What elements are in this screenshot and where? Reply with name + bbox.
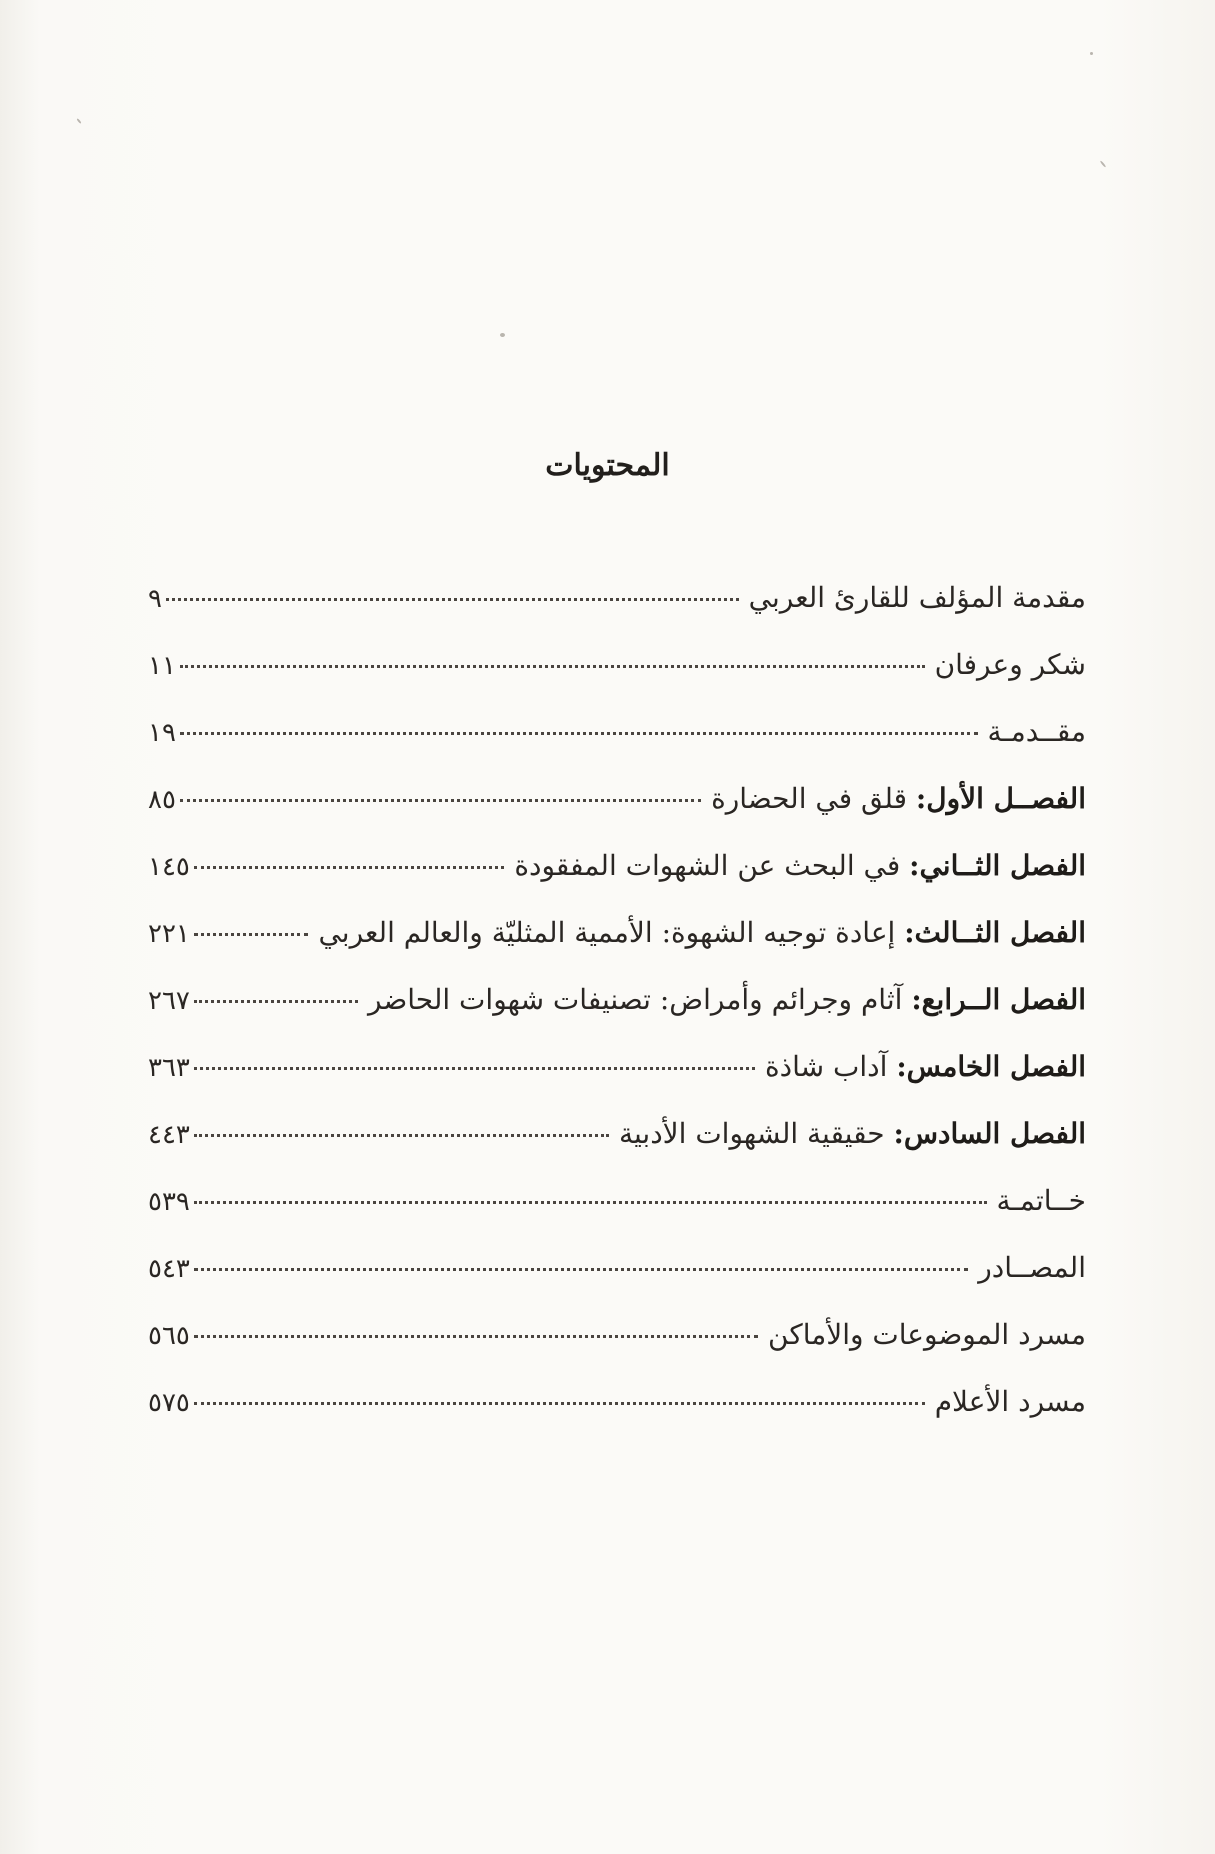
toc-entry-chapter-2[interactable] xyxy=(148,846,1086,913)
chapter-label: الفصل الثــالث: xyxy=(904,916,1086,949)
toc-entry-title: الفصل الخامس: آداب شاذة xyxy=(765,1050,1086,1083)
dot-leader xyxy=(194,1268,968,1271)
toc-page-number: ٥٧٥ xyxy=(148,1388,190,1418)
toc-entry-title: الفصل الــرابع: آثام وجرائم وأمراض: تصنيفات شهوات الحاضر xyxy=(368,983,1086,1016)
toc-page-number: ٩ xyxy=(148,584,162,614)
chapter-label: الفصل الثــاني: xyxy=(909,849,1086,882)
toc-entry-conclusion[interactable] xyxy=(148,1181,1086,1248)
toc-entry-title: مقدمة المؤلف للقارئ العربي xyxy=(748,581,1086,614)
dot-leader xyxy=(194,1335,758,1338)
toc-page-number: ١١ xyxy=(148,651,176,681)
paper-speck xyxy=(500,333,505,337)
chapter-label: الفصل الــرابع: xyxy=(911,983,1086,1016)
dot-leader xyxy=(180,665,925,668)
toc-entry-subject-index[interactable] xyxy=(148,1315,1086,1382)
dot-leader xyxy=(180,732,978,735)
toc-entry-title: خــاتمـة xyxy=(996,1184,1086,1217)
toc-entry-title: المصــادر xyxy=(978,1251,1086,1284)
toc-page-number: ٨٥ xyxy=(148,785,176,815)
toc-entry-chapter-4[interactable] xyxy=(148,980,1086,1047)
toc-entry-author-preface[interactable] xyxy=(148,578,1086,645)
chapter-label: الفصل الخامس: xyxy=(896,1050,1086,1083)
dot-leader xyxy=(194,1134,609,1137)
toc-page-number: ٥٦٥ xyxy=(148,1321,190,1351)
dot-leader xyxy=(194,866,504,869)
paper-speck xyxy=(1090,52,1093,55)
toc-entry-names-index[interactable] xyxy=(148,1382,1086,1449)
toc-entry-title: شكر وعرفان xyxy=(934,648,1086,681)
toc-page-number: ٢٦٧ xyxy=(148,986,190,1016)
toc-entry-title: الفصل الثــاني: في البحث عن الشهوات المفقودة xyxy=(514,849,1086,882)
dot-leader xyxy=(194,1402,925,1405)
toc-page-number: ١٩ xyxy=(148,718,176,748)
toc-entry-chapter-6[interactable] xyxy=(148,1114,1086,1181)
dot-leader xyxy=(194,933,309,936)
dot-leader xyxy=(166,598,739,601)
toc-page-number: ٤٤٣ xyxy=(148,1120,190,1150)
dot-leader xyxy=(180,799,701,802)
dot-leader xyxy=(194,1067,755,1070)
page-title: المحتويات xyxy=(545,448,670,483)
toc-page-number: ٢٢١ xyxy=(148,919,190,949)
dot-leader xyxy=(194,1201,987,1204)
toc-page-number: ٥٤٣ xyxy=(148,1254,190,1284)
toc-entry-introduction[interactable] xyxy=(148,712,1086,779)
toc-entry-title: الفصل الثــالث: إعادة توجيه الشهوة: الأممية المثليّة والعالم العربي xyxy=(318,916,1086,949)
toc-page-number: ٥٣٩ xyxy=(148,1187,190,1217)
toc-entry-title: مسرد الأعلام xyxy=(934,1385,1086,1418)
dot-leader xyxy=(194,1000,358,1003)
toc-entry-chapter-1[interactable] xyxy=(148,779,1086,846)
toc-entry-chapter-5[interactable] xyxy=(148,1047,1086,1114)
toc-page-number: ١٤٥ xyxy=(148,852,190,882)
toc-entry-acknowledgements[interactable] xyxy=(148,645,1086,712)
toc-entry-title: الفصــل الأول: قلق في الحضارة xyxy=(711,782,1086,815)
toc-entry-title: مسرد الموضوعات والأماكن xyxy=(768,1318,1086,1351)
toc-entry-title: مقــدمـة xyxy=(987,715,1086,748)
toc-page-number: ٣٦٣ xyxy=(148,1053,190,1083)
toc-entry-chapter-3[interactable] xyxy=(148,913,1086,980)
toc-entry-title: الفصل السادس: حقيقية الشهوات الأدبية xyxy=(618,1117,1086,1150)
chapter-label: الفصــل الأول: xyxy=(915,782,1086,815)
paper-speck xyxy=(1100,160,1107,167)
table-of-contents xyxy=(148,578,1086,1449)
chapter-label: الفصل السادس: xyxy=(893,1117,1086,1150)
toc-entry-sources[interactable] xyxy=(148,1248,1086,1315)
paper-speck xyxy=(76,118,81,124)
